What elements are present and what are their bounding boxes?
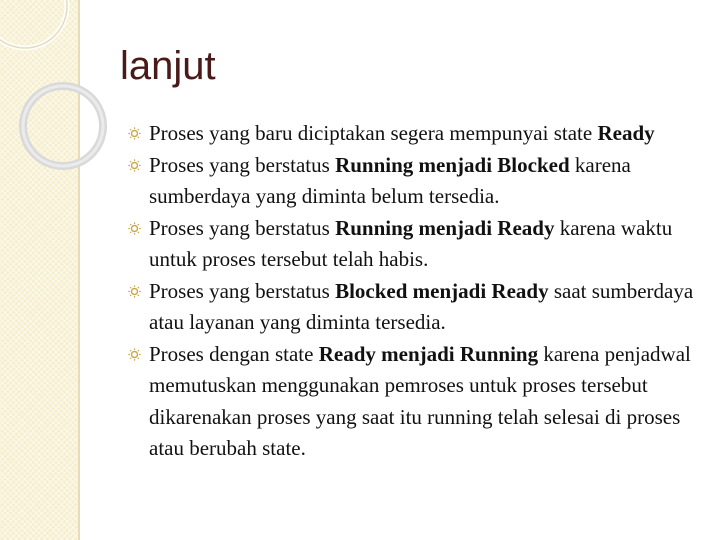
bullet-item — [128, 339, 700, 465]
bullet-text-bold: Blocked menjadi Ready — [335, 278, 549, 303]
bullet-text: Proses yang berstatus — [149, 152, 336, 177]
bullet-item — [128, 150, 700, 213]
bullet-text: saat sumberdaya atau layanan yang diminta tersedia. — [149, 278, 694, 334]
bullet-text-bold: Running menjadi Blocked — [335, 152, 570, 177]
bullet-item — [128, 118, 700, 150]
sun-ring-icon — [128, 159, 141, 172]
bullet-item — [128, 276, 700, 339]
slide-title: lanjut — [120, 44, 216, 88]
bullet-text: Proses yang baru diciptakan segera mempunyai state — [149, 121, 598, 145]
bullet-text: karena penjadwal memutuskan menggunakan pemroses untuk proses tersebut dikarenakan proses yang saat itu running telah selesai di proses atau berubah state. — [149, 341, 691, 460]
bullet-text: Proses yang berstatus — [149, 278, 336, 303]
bullet-text: karena sumberdaya yang diminta belum tersedia. — [149, 152, 631, 208]
bullet-text-bold: Ready — [597, 121, 655, 145]
sun-ring-icon — [128, 222, 141, 235]
bullet-text-bold: Ready menjadi Running — [318, 341, 539, 366]
sun-ring-icon — [128, 285, 141, 298]
bullet-item — [128, 213, 700, 276]
sun-ring-icon — [128, 348, 141, 361]
sun-ring-icon — [128, 127, 141, 140]
bullet-text: karena waktu untuk proses tersebut telah habis. — [149, 215, 673, 271]
bullet-text: Proses yang berstatus — [149, 215, 336, 240]
bullet-text: Proses dengan state — [149, 341, 319, 366]
bullet-list — [128, 118, 700, 465]
bullet-text-bold: Running menjadi Ready — [335, 215, 555, 240]
